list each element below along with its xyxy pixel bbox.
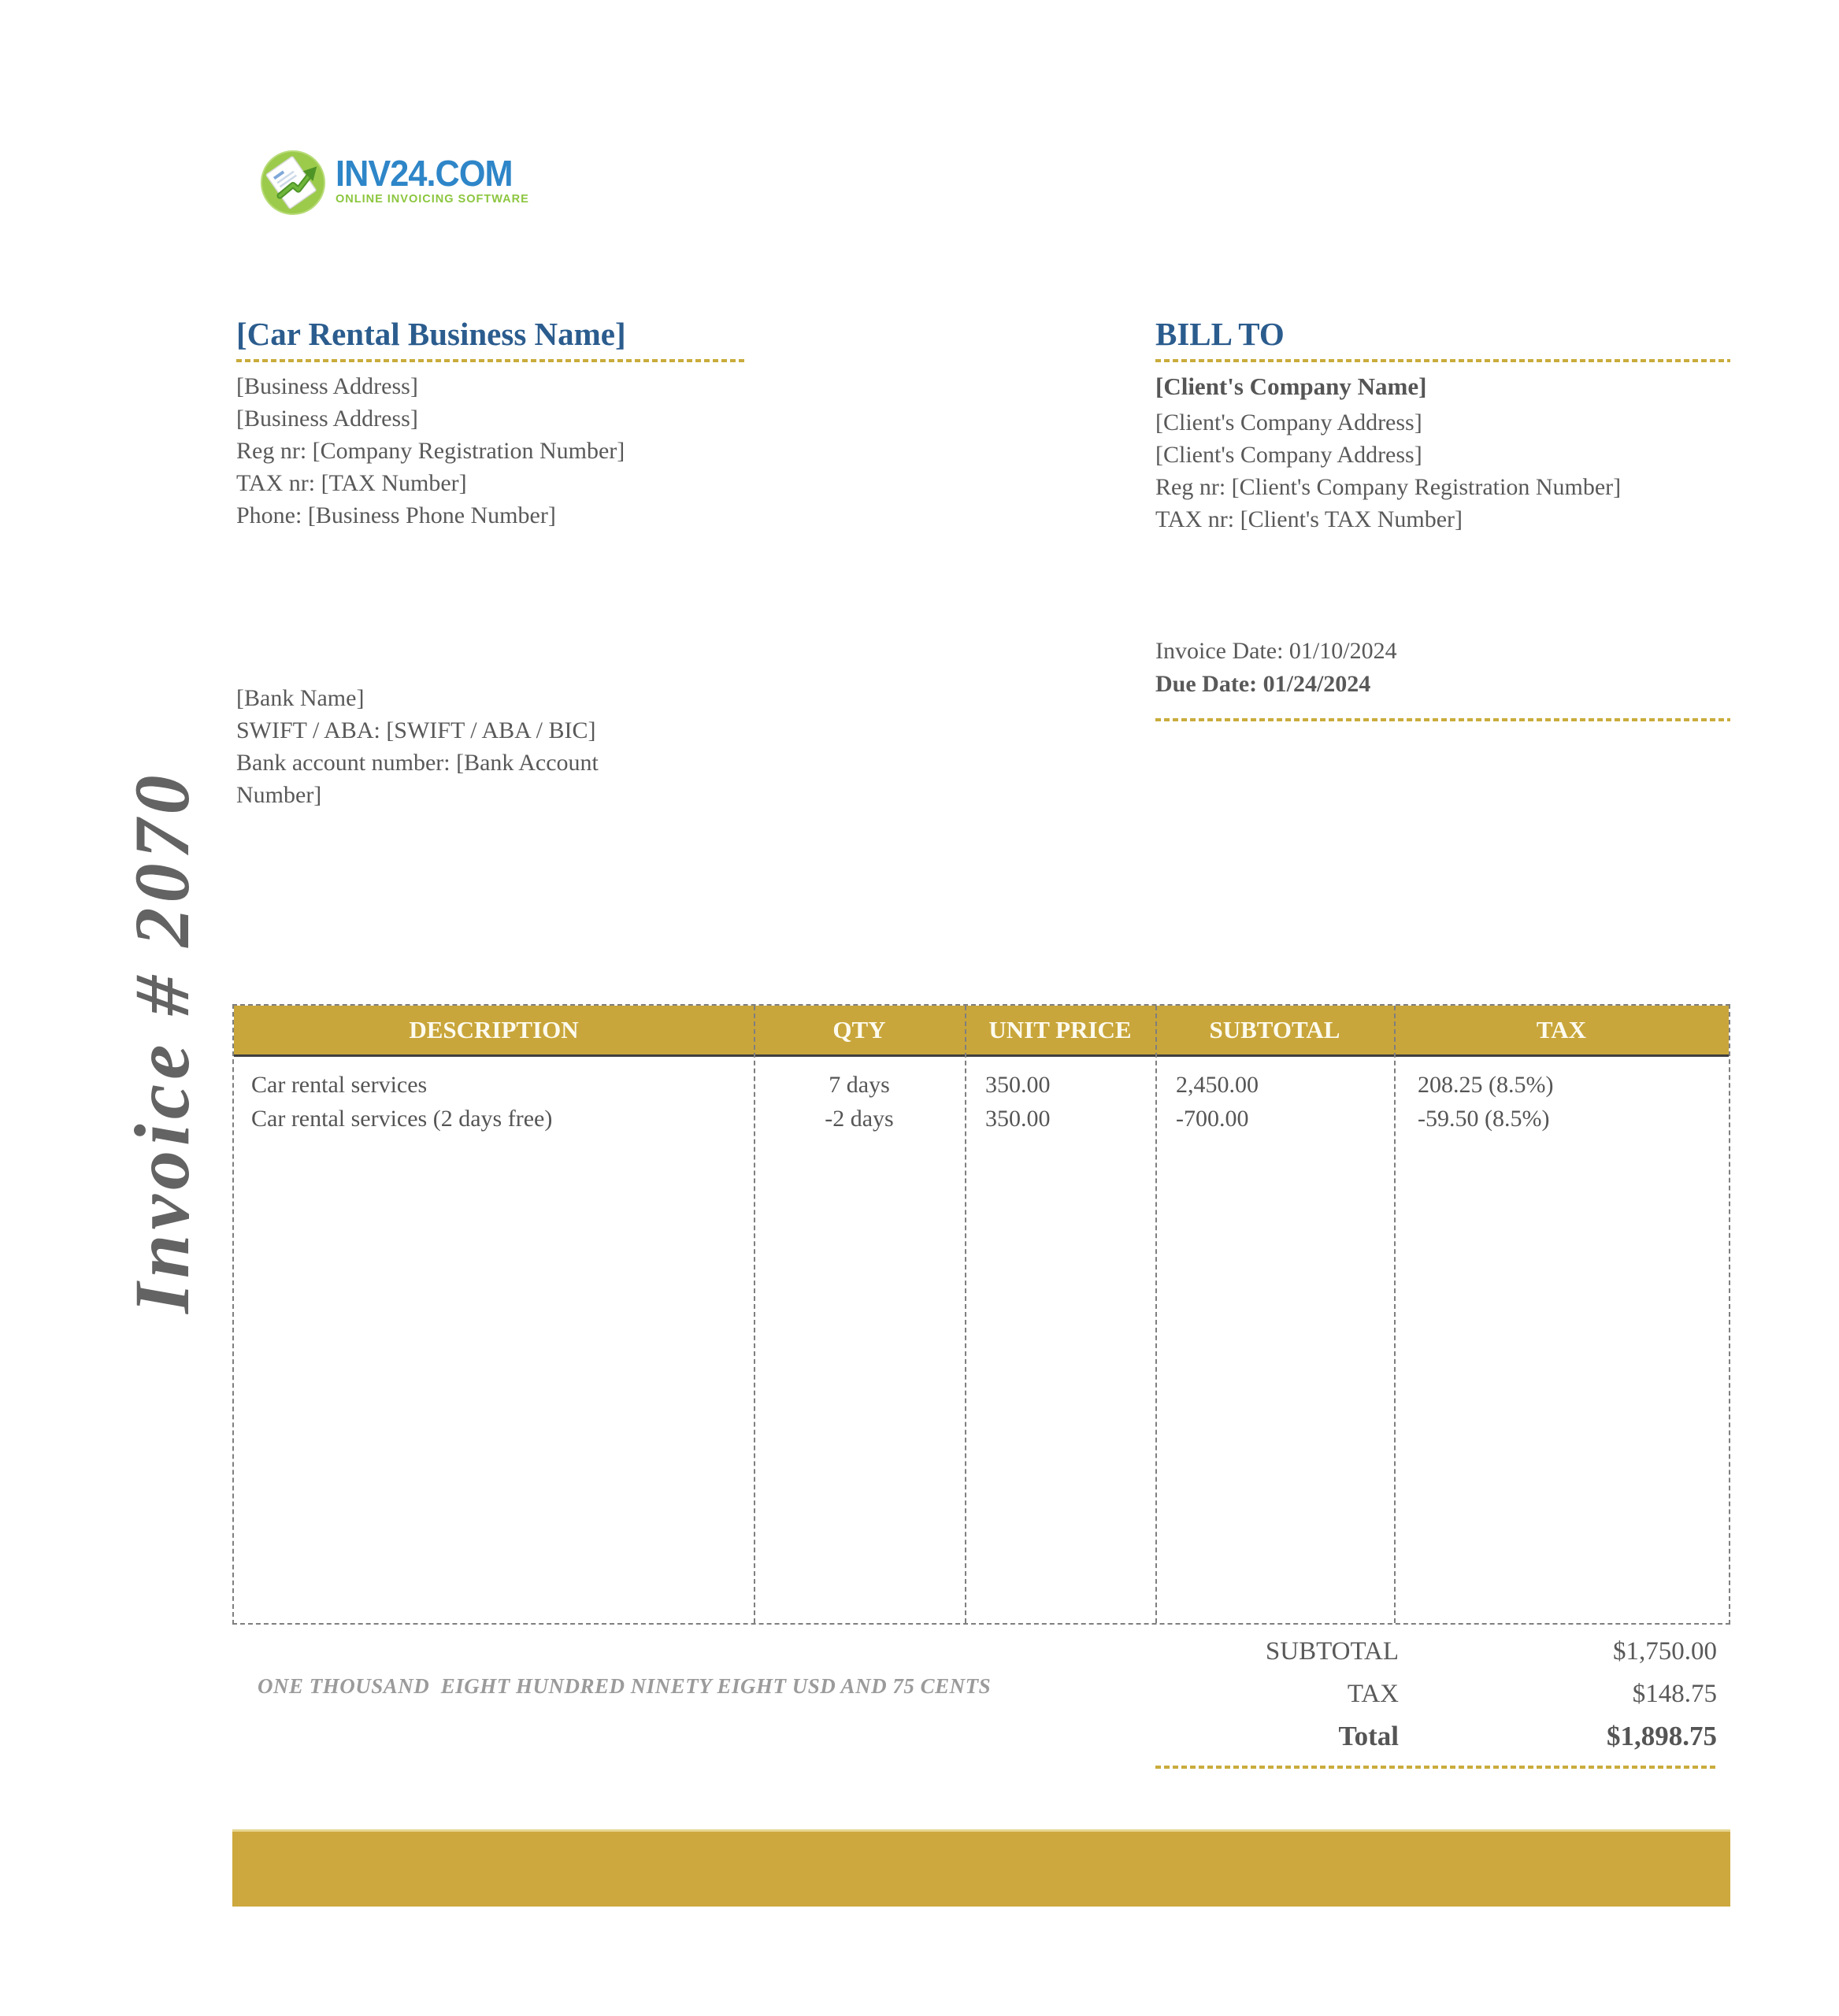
footer-accent-bar bbox=[232, 1829, 1730, 1907]
seller-business-name: [Car Rental Business Name] bbox=[236, 316, 626, 352]
totals-block bbox=[1155, 1630, 1717, 1769]
logo bbox=[258, 146, 535, 216]
bank-account-number: Bank account number: [Bank Account Number] bbox=[236, 750, 599, 808]
subtotal-row bbox=[1155, 1630, 1717, 1673]
table-row bbox=[234, 1068, 1729, 1102]
tax-value: $148.75 bbox=[1632, 1679, 1717, 1708]
client-tax-number: TAX nr: [Client's TAX Number] bbox=[1155, 506, 1463, 532]
line-items-table bbox=[232, 1004, 1730, 1625]
total-row bbox=[1155, 1715, 1717, 1758]
client-details bbox=[1155, 406, 1730, 536]
column-header-tax: TAX bbox=[1536, 1016, 1587, 1043]
bank-block bbox=[236, 682, 662, 811]
seller-block bbox=[236, 315, 747, 532]
tax-label: TAX bbox=[1347, 1679, 1399, 1708]
total-value: $1,898.75 bbox=[1607, 1721, 1717, 1751]
cell-qty: 7 days bbox=[829, 1072, 890, 1098]
logo-brand: INV24.COM bbox=[336, 153, 513, 194]
cell-qty: -2 days bbox=[825, 1106, 894, 1132]
tax-row bbox=[1155, 1673, 1717, 1715]
client-address-line-1: [Client's Company Address] bbox=[1155, 410, 1422, 435]
column-divider bbox=[1155, 1006, 1157, 1623]
dates-block bbox=[1155, 635, 1730, 721]
invoice-date-value: 01/10/2024 bbox=[1288, 638, 1397, 664]
subtotal-label: SUBTOTAL bbox=[1265, 1636, 1399, 1666]
column-header-unit-price: UNIT PRICE bbox=[988, 1016, 1132, 1043]
logo-text bbox=[336, 155, 535, 207]
column-header-subtotal: SUBTOTAL bbox=[1209, 1016, 1340, 1043]
seller-address-line-2: [Business Address] bbox=[236, 406, 418, 432]
bank-swift: SWIFT / ABA: [SWIFT / ABA / BIC] bbox=[236, 717, 596, 743]
logo-tagline: ONLINE INVOICING SOFTWARE bbox=[336, 192, 529, 206]
bank-details bbox=[236, 682, 662, 811]
totals-divider bbox=[1155, 1766, 1717, 1769]
cell-unit-price: 350.00 bbox=[985, 1072, 1051, 1098]
column-header-description: DESCRIPTION bbox=[409, 1016, 579, 1043]
due-date-row bbox=[1155, 668, 1730, 701]
client-address-line-2: [Client's Company Address] bbox=[1155, 442, 1422, 468]
client-reg-number: Reg nr: [Client's Company Registration Number] bbox=[1155, 474, 1622, 500]
seller-phone: Phone: [Business Phone Number] bbox=[236, 502, 556, 528]
bill-to-block bbox=[1155, 315, 1730, 536]
table-row bbox=[234, 1102, 1729, 1136]
cell-description: Car rental services bbox=[251, 1072, 428, 1098]
cell-tax: 208.25 (8.5%) bbox=[1418, 1072, 1554, 1098]
seller-divider bbox=[236, 359, 747, 362]
dates-divider bbox=[1155, 718, 1730, 721]
cell-description: Car rental services (2 days free) bbox=[251, 1106, 553, 1132]
due-date-label: Due Date: bbox=[1155, 671, 1258, 697]
invoice-date-row bbox=[1155, 635, 1730, 668]
invoice-number-vertical: Invoice # 2070 bbox=[118, 770, 206, 1314]
cell-subtotal: -700.00 bbox=[1176, 1106, 1249, 1132]
amount-in-words: ONE THOUSAND EIGHT HUNDRED NINETY EIGHT USD AND 75 CENTS bbox=[258, 1674, 992, 1698]
table-body bbox=[234, 1057, 1729, 1136]
subtotal-value: $1,750.00 bbox=[1613, 1636, 1717, 1666]
client-company-name: [Client's Company Name] bbox=[1155, 372, 1427, 400]
due-date-value: 01/24/2024 bbox=[1262, 671, 1371, 697]
bank-name: [Bank Name] bbox=[236, 685, 365, 711]
cell-subtotal: 2,450.00 bbox=[1176, 1072, 1259, 1098]
column-divider bbox=[754, 1006, 755, 1623]
cell-tax: -59.50 (8.5%) bbox=[1418, 1106, 1550, 1132]
seller-reg-number: Reg nr: [Company Registration Number] bbox=[236, 438, 625, 464]
bill-to-divider bbox=[1155, 359, 1730, 362]
column-divider bbox=[965, 1006, 966, 1623]
table-header-row bbox=[234, 1006, 1729, 1057]
logo-invoice-arrow-icon bbox=[258, 146, 328, 216]
seller-tax-number: TAX nr: [TAX Number] bbox=[236, 470, 467, 496]
bill-to-heading: BILL TO bbox=[1155, 316, 1285, 352]
seller-details bbox=[236, 370, 747, 532]
column-header-qty: QTY bbox=[832, 1016, 886, 1043]
seller-address-line-1: [Business Address] bbox=[236, 373, 418, 399]
invoice-date-label: Invoice Date: bbox=[1155, 638, 1284, 664]
column-divider bbox=[1394, 1006, 1396, 1623]
cell-unit-price: 350.00 bbox=[985, 1106, 1051, 1132]
total-label: Total bbox=[1338, 1721, 1399, 1751]
